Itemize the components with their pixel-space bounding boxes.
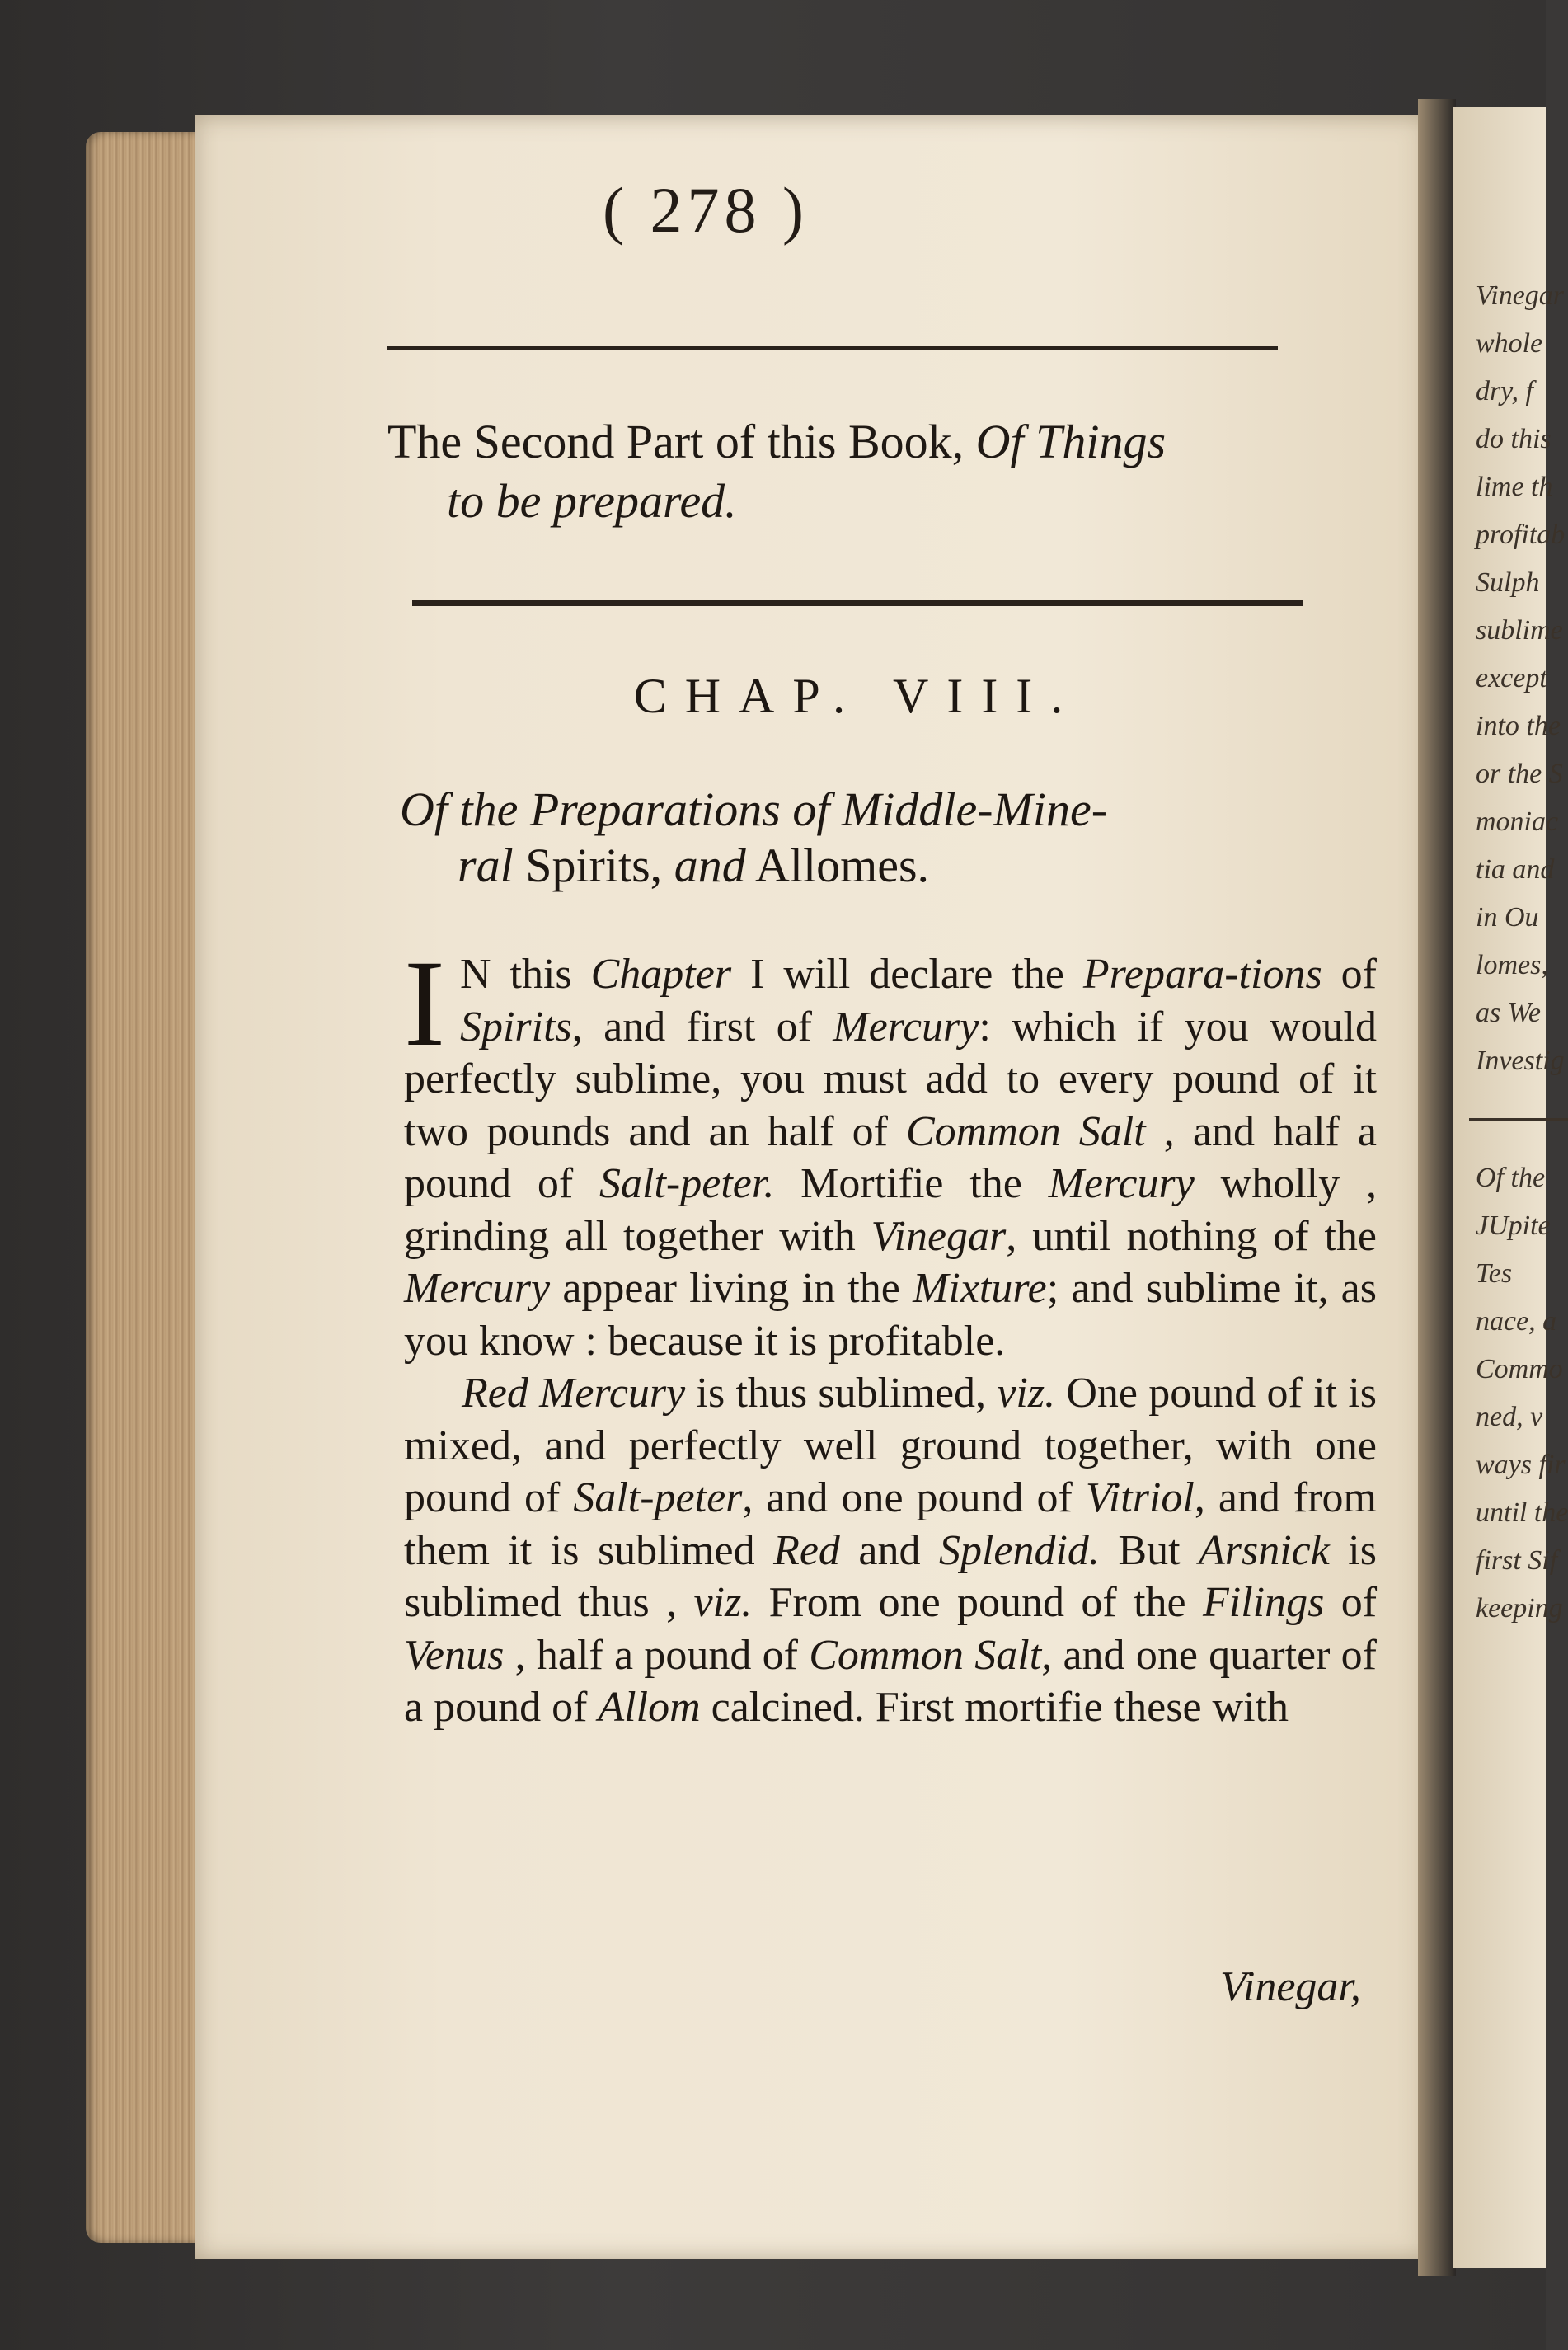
text-run: wholly , grinding all together with [404,1160,1377,1260]
text-run: appear living in the [550,1265,913,1312]
text-run: , and one quarter of a pound of [404,1631,1378,1731]
chapter-subtitle-and: and [674,839,746,892]
text-run: , until nothing of the [1006,1212,1377,1260]
book-fore-edge [86,132,201,2243]
facing-page-fragment [1453,107,1568,2268]
paragraph-2 [404,1367,1377,1734]
text-run: N this [459,951,591,998]
text-run: of [1322,951,1377,998]
italic-run: Common Salt [905,1107,1146,1155]
text-run: is sublimed thus , [404,1526,1377,1626]
facing-page-line: Commo [1476,1354,1563,1384]
chapter-subtitle-ral: ral [458,839,514,892]
text-run: of [1324,1579,1378,1626]
italic-run: Chapter [590,951,732,998]
italic-run: Splendid. [938,1526,1100,1574]
italic-run: viz. [997,1370,1056,1417]
facing-page-upper-text [1453,107,1566,1085]
text-run: , and one pound of [742,1474,1086,1521]
italic-run: Venus [404,1631,505,1679]
italic-run: viz. [693,1579,753,1626]
italic-run: Mercury [833,1003,979,1050]
facing-page-line: ned, v [1476,1402,1543,1432]
text-run: is thus sublimed, [685,1370,998,1417]
text-run: From one pound of the [752,1579,1203,1626]
facing-page-line: Investig [1476,1046,1565,1076]
facing-page-line: lime th [1476,472,1553,502]
catchword: Vinegar, [1220,1963,1361,2010]
facing-page-line: sublime [1476,615,1563,646]
part-title-italic-1: Of Things [975,415,1167,468]
facing-page-line: lomes, [1476,950,1548,980]
facing-page-line: Sulph [1476,567,1540,598]
italic-run: Salt-peter [573,1474,743,1521]
text-run: I will declare the [731,951,1083,998]
italic-run: Allom [598,1684,701,1731]
part-title-roman: The Second Part of this Book, [387,415,965,468]
chapter-heading: CHAP. VIII. [633,669,1082,723]
facing-page-line: moniac [1476,806,1559,837]
text-run: , and from them it is sublimed [404,1474,1377,1574]
facing-page-line: into the [1476,711,1561,741]
facing-page-line: tia and [1476,854,1555,885]
body-text [404,935,1378,1734]
text-run: , and half a pound of [404,1107,1378,1207]
facing-page-line: in Ou [1476,902,1539,933]
text-run: ; and sublime it, as you know : because it is profitable. [404,1265,1378,1365]
facing-page-line: Tes [1476,1258,1513,1289]
facing-page-line: Vinegar [1476,280,1565,311]
facing-page-line: first Sif [1476,1545,1558,1576]
facing-page-line: ways fir [1476,1450,1566,1480]
text-run: , half a pound of [504,1631,810,1679]
italic-run: Mercury [1048,1160,1195,1207]
text-run: But [1099,1526,1199,1574]
text-run: , and first of [571,1003,833,1050]
facing-page-line: dry, f [1476,376,1533,407]
part-title [387,412,1377,531]
facing-page-line: JUpite [1476,1210,1551,1241]
facing-page-rule [1469,1118,1568,1121]
italic-run: Red Mercury [462,1370,686,1417]
italic-run: Arsnick [1198,1526,1330,1574]
facing-page-line: or the S [1476,759,1563,789]
facing-page-line: Of the [1476,1163,1546,1193]
facing-page-line: keeping [1476,1593,1563,1624]
paragraph-1 [404,935,1378,1367]
header-rule-bottom [412,600,1303,606]
chapter-subtitle [400,782,1389,894]
italic-run: Vitriol [1085,1474,1195,1521]
text-run: One pound of it is mixed, and perfectly well ground together, with one pound of [404,1370,1377,1521]
text-run: Mortifie the [774,1160,1049,1207]
chapter-subtitle-allomes: Allomes. [745,839,930,892]
italic-run: Mercury [404,1265,551,1312]
chapter-subtitle-spirits: Spirits, [513,839,674,892]
facing-page-line: whole [1476,328,1543,359]
text-run: and [839,1526,939,1574]
italic-run: Prepara-tions [1082,951,1322,998]
italic-run: Vinegar [871,1212,1007,1260]
text-run: calcined. First mortifie these with [700,1684,1289,1731]
italic-run: Spirits [459,1003,572,1050]
part-title-italic-2: to be prepared. [447,474,737,528]
italic-run: Filings [1202,1579,1325,1626]
italic-run: Red [773,1526,840,1574]
chapter-subtitle-line-1: Of the Preparations of Middle-Mine- [400,783,1108,836]
text-run: : which if you would perfectly sublime, you must add to every pound of it two pounds and an half of [404,1003,1377,1155]
header-rule-top [387,346,1278,350]
drop-cap: I [404,935,445,1072]
italic-run: Common Salt [809,1631,1042,1679]
facing-page-line: as We [1476,998,1542,1028]
book-gutter [1418,99,1456,2276]
facing-page-lower-text [1453,1154,1568,1633]
facing-page-line: profitab [1476,519,1566,550]
facing-page-line: nace, a [1476,1306,1557,1337]
italic-run: Salt-peter. [599,1160,775,1207]
facing-page-line: except [1476,663,1547,693]
page-number: ( 278 ) [603,174,809,246]
facing-page-line: until the [1476,1497,1568,1528]
facing-page-line: do this [1476,424,1552,454]
italic-run: Mixture [913,1265,1047,1312]
